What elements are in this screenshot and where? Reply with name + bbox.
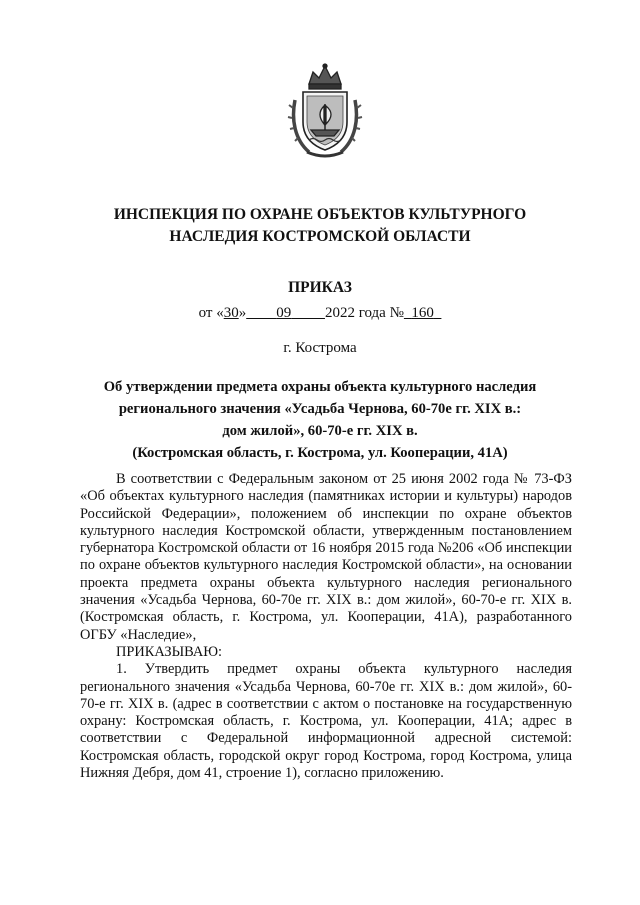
order-body: [80, 471, 572, 782]
order-number: 160: [411, 305, 434, 321]
order-item-1: 1. Утвердить предмет охраны объекта культурного наследия регионального значения «Усадьба Чернова, 60-70е гг. XIX в.: дом жилой», 60-70-е гг. XIX в. (адрес в соответствии с актом о постановке на государственную охрану: Костромская область, г. Кострома, ул. Кооперации, 41А; адрес в соответствии с Федеральной информационной адресной системой: Костромская область, городской округ город Кострома, город Кострома, улица Нижняя Дебря, дом 41, строение 1), согласно приложению.: [80, 661, 572, 782]
date-prefix: от «: [198, 305, 224, 321]
order-date-line: [0, 305, 640, 322]
order-subject: [80, 376, 560, 464]
place-of-issue: г. Кострома: [283, 340, 357, 356]
issuing-authority: [60, 204, 580, 248]
order-subject-line-4: (Костромская область, г. Кострома, ул. Кооперации, 41А): [132, 445, 508, 461]
order-subject-line-3: дом жилой», 60-70-е гг. XIX в.: [222, 423, 418, 439]
kostroma-coat-of-arms-icon: [287, 62, 363, 162]
order-month: 09: [276, 305, 292, 321]
decree-word: ПРИКАЗЫВАЮ:: [116, 643, 223, 660]
order-year: 2022 года №: [324, 305, 404, 321]
order-subject-line-2: регионального значения «Усадьба Чернова, 60-70е гг. XIX в.:: [118, 401, 522, 417]
issuing-authority-line-2: НАСЛЕДИЯ КОСТРОМСКОЙ ОБЛАСТИ: [169, 228, 471, 245]
order-subject-line-1: Об утверждении предмета охраны объекта культурного наследия: [103, 379, 537, 395]
issuing-authority-line-1: ИНСПЕКЦИЯ ПО ОХРАНЕ ОБЪЕКТОВ КУЛЬТУРНОГО: [113, 206, 527, 223]
order-day: 30: [223, 305, 239, 321]
preamble-paragraph: В соответствии с Федеральным законом от 25 июня 2002 года № 73-ФЗ «Об объектах культурного наследия (памятниках истории и культуры) народов Российской Федерации», положением об инспекции по охране объектов культурного наследия Костромской области, утвержденным постановлением губернатора Костромской области от 16 ноября 2015 года №206 «Об инспекции по охране объектов культурного наследия Костромской области», на основании проекта предмета охраны объекта культурного наследия регионального значения «Усадьба Чернова, 60-70е гг. XIX в.: дом жилой», 60-70-е гг. XIX в. (Костромская область, г. Кострома, ул. Кооперации, 41А), разработанного ОГБУ «Наследие»,: [80, 471, 572, 643]
document-type-title: ПРИКАЗ: [288, 279, 352, 296]
date-close-quote: »: [238, 305, 247, 321]
